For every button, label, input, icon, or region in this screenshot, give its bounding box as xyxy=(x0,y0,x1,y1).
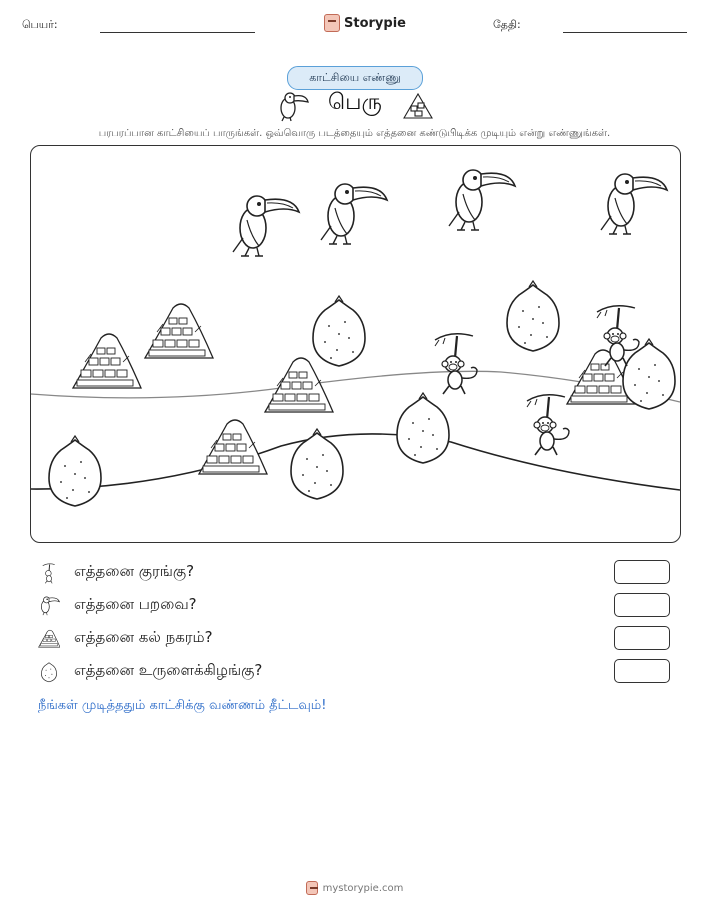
stone-city-icon xyxy=(199,420,267,474)
stone-city-icon xyxy=(402,92,434,120)
answer-box-stone-city[interactable] xyxy=(614,626,670,650)
potato-icon xyxy=(397,393,449,463)
stone-city-icon xyxy=(265,358,333,412)
storypie-logo-icon xyxy=(306,881,318,895)
activity-badge: காட்சியை எண்ணு xyxy=(287,66,423,90)
brand-name: Storypie xyxy=(344,15,406,31)
potato-icon xyxy=(49,436,101,506)
search-scene xyxy=(30,145,681,543)
potato-icon xyxy=(507,281,559,351)
brand-logo xyxy=(324,14,406,32)
instructions-text: பரபரப்பான காட்சியைப் பாருங்கள். ஒவ்வொரு படத்தையும் எத்தனை கண்டுபிடிக்க முடியும் என்று எண்ணுங்கள். xyxy=(98,128,611,139)
coloring-note: நீங்கள் முடித்ததும் காட்சிக்கு வண்ணம் தீட்டவும்! xyxy=(38,698,327,713)
name-label: பெயர்: xyxy=(22,18,58,31)
footer-site-text[interactable]: mystorypie.com xyxy=(322,882,404,894)
name-line[interactable] xyxy=(100,32,255,33)
question-row-potato xyxy=(38,659,678,685)
monkey-icon xyxy=(527,395,569,455)
question-text: எத்தனை கல் நகரம்? xyxy=(74,628,213,646)
footer-site xyxy=(0,881,709,895)
scene-illustration xyxy=(31,146,680,542)
answer-box-potato[interactable] xyxy=(614,659,670,683)
potato-icon xyxy=(623,339,675,409)
stone-city-icon xyxy=(73,334,141,388)
date-label: தேதி: xyxy=(493,18,521,31)
question-text: எத்தனை குரங்கு? xyxy=(74,562,195,580)
question-row-bird xyxy=(38,593,678,619)
toucan-icon xyxy=(321,184,387,244)
question-row-monkey xyxy=(38,560,678,586)
question-row-stone-city xyxy=(38,626,678,652)
stone-city-icon xyxy=(38,628,60,650)
potato-icon xyxy=(291,429,343,499)
answer-box-monkey[interactable] xyxy=(614,560,670,584)
answer-box-bird[interactable] xyxy=(614,593,670,617)
toucan-icon xyxy=(601,174,667,234)
page-title: பெரு xyxy=(328,90,382,115)
monkey-icon xyxy=(38,562,60,584)
question-text: எத்தனை உருளைக்கிழங்கு? xyxy=(74,661,263,679)
toucan-icon xyxy=(233,196,299,256)
question-text: எத்தனை பறவை? xyxy=(74,595,197,613)
front-hill-line xyxy=(31,434,680,490)
storypie-logo-icon xyxy=(324,14,340,32)
stone-city-icon xyxy=(145,304,213,358)
date-line[interactable] xyxy=(563,32,687,33)
toucan-icon xyxy=(38,595,60,617)
potato-icon xyxy=(38,661,60,683)
potato-icon xyxy=(313,296,365,366)
toucan-icon xyxy=(449,170,515,230)
monkey-icon xyxy=(435,334,477,394)
